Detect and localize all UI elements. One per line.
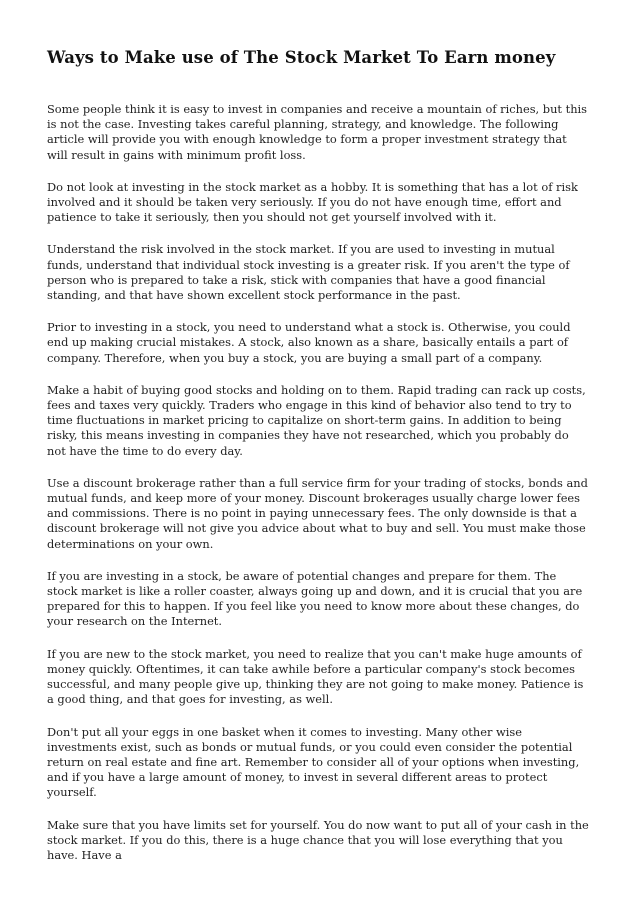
paragraph: Make a habit of buying good stocks and holding on to them. Rapid trading can rack up costs, fees and taxes very quickly. Traders who engage in this kind of behavior also tend to try to time fluctuations in market pricing to capitalize on short-term gains. In addition to being risky, this means investing in companies they have not researched, which you probably do not have the time to do every day. xyxy=(47,382,586,458)
paragraph: If you are investing in a stock, be aware of potential changes and prepare for them. The stock market is like a roller coaster, always going up and down, and it is crucial that you are prepared for this to happen. If you feel like you need to know more about these changes, do your research on the Internet. xyxy=(47,568,583,629)
paragraph: Use a discount brokerage rather than a full service firm for your trading of stocks, bonds and mutual funds, and keep more of your money. Discount brokerages usually charge lower fees and commissions. There is no point in paying unnecessary fees. The only downside is that a discount brokerage will not give you advice about what to buy and sell. You must make those determinations on your own. xyxy=(47,475,588,551)
document-title: Ways to Make use of The Stock Market To Earn money xyxy=(47,48,556,67)
paragraph: Understand the risk involved in the stock market. If you are used to investing in mutual funds, understand that individual stock investing is a greater risk. If you aren't the type of person who is prepared to take a risk, stick with companies that have a good financial standing, and that have shown excellent stock performance in the past. xyxy=(47,242,570,303)
paragraph: Make sure that you have limits set for yourself. You do now want to put all of your cash in the stock market. If you do this, there is a huge chance that you will lose everything that you have. Have a xyxy=(47,817,589,862)
paragraph: Don't put all your eggs in one basket when it comes to investing. Many other wise investments exist, such as bonds or mutual funds, or you could even consider the potential return on real estate and fine art. Remember to consider all of your options when investing, and if you have a large amount of money, to invest in several different areas to protect yourself. xyxy=(47,724,580,800)
paragraph: Do not look at investing in the stock market as a hobby. It is something that has a lot of risk involved and it should be taken very seriously. If you do not have enough time, effort and patience to take it seriously, then you should not get yourself involved with it. xyxy=(47,179,578,225)
paragraph: Some people think it is easy to invest in companies and receive a mountain of riches, but this is not the case. Investing takes careful planning, strategy, and knowledge. The following article will provide you with enough knowledge to form a proper investment strategy that will result in gains with minimum profit loss. xyxy=(47,102,588,162)
paragraph: If you are new to the stock market, you need to realize that you can't make huge amounts of money quickly. Oftentimes, it can take awhile before a particular company's stock becomes successful, and many people give up, thinking they are not going to make money. Patience is a good thing, and that goes for investing, as well. xyxy=(47,646,584,707)
paragraph: Prior to investing in a stock, you need to understand what a stock is. Otherwise, you could end up making crucial mistakes. A stock, also known as a share, basically entails a part of company. Therefore, when you buy a stock, you are buying a small part of a company. xyxy=(47,320,571,365)
